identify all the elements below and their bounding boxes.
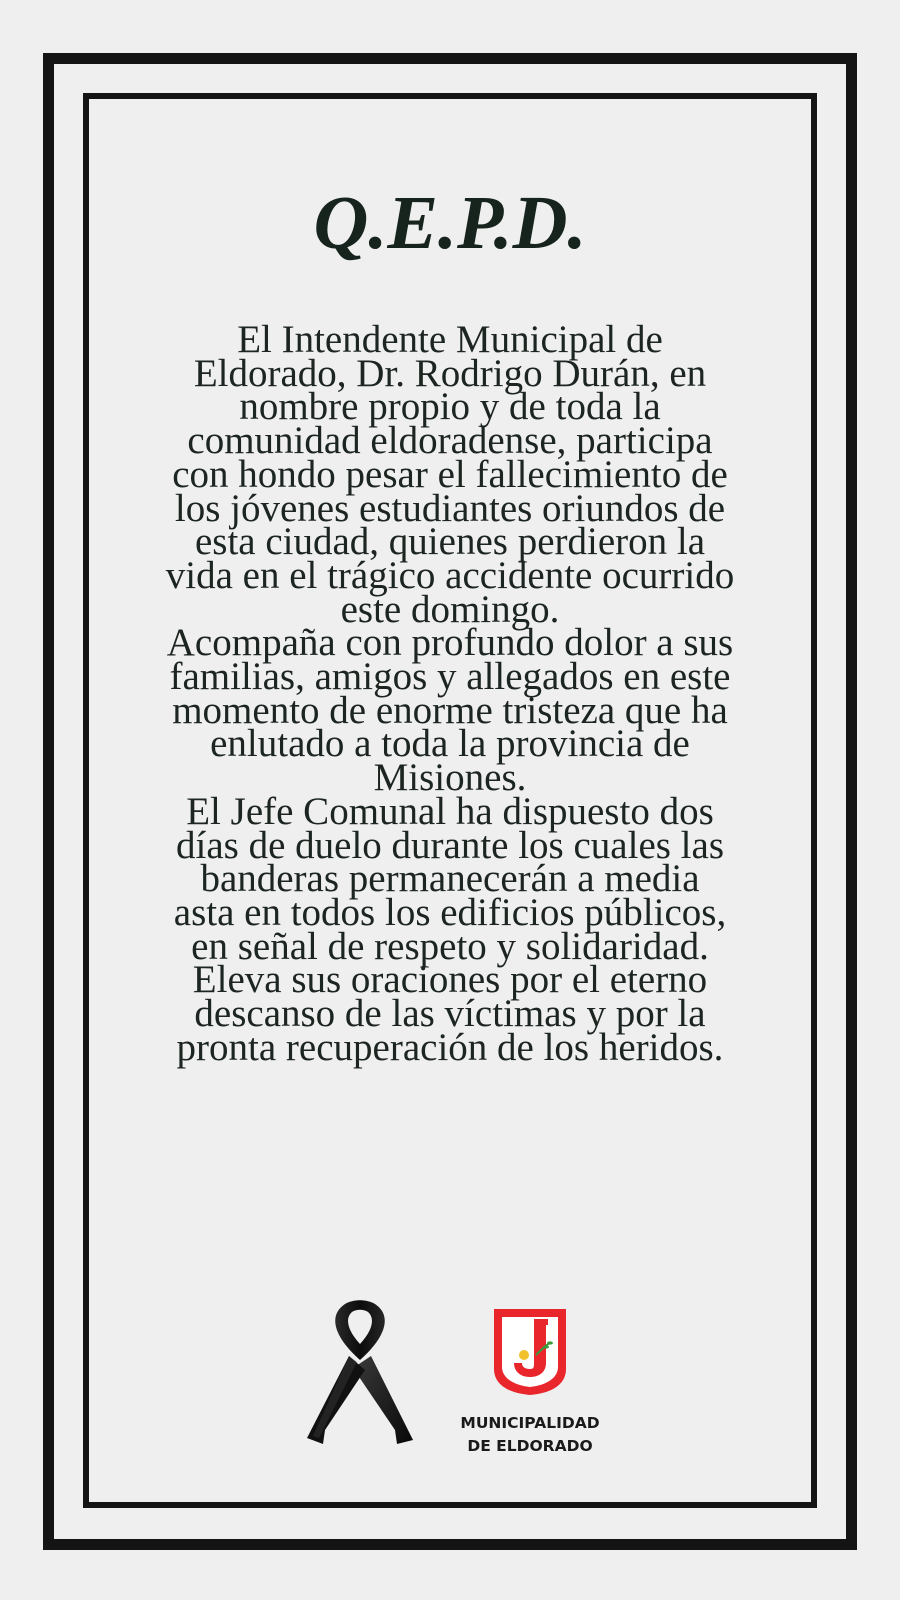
text-line: con hondo pesar el fallecimiento de — [172, 452, 728, 496]
text-line: banderas permanecerán a media — [200, 857, 700, 901]
text-line: Eleva sus oraciones por el eterno — [192, 958, 708, 1002]
text-line: asta en todos los edificios públicos, — [173, 890, 727, 934]
text-line: Misiones. — [373, 756, 527, 800]
municipality-name-line2: DE ELDORADO — [467, 1437, 593, 1455]
text-line: Eldorado, Dr. Rodrigo Durán, en — [193, 351, 707, 395]
text-line: esta ciudad, quienes perdieron la — [194, 520, 706, 564]
municipality-name — [430, 1412, 630, 1458]
text-line: momento de enorme tristeza que ha — [172, 688, 728, 732]
text-line: El Intendente Municipal de — [237, 318, 663, 361]
text-line: familias, amigos y allegados en este — [169, 655, 731, 699]
text-line: este domingo. — [340, 587, 560, 631]
condolence-text — [112, 318, 788, 1069]
text-line: los jóvenes estudiantes oriundos de — [174, 486, 726, 530]
text-line: enlutado a toda la provincia de — [210, 722, 690, 766]
municipality-name-line1: MUNICIPALIDAD — [460, 1414, 600, 1432]
notice-title: Q.E.P.D. — [313, 181, 587, 265]
text-line: vida en el trágico accidente ocurrido — [165, 553, 735, 597]
text-line: comunidad eldoradense, participa — [187, 419, 713, 463]
text-line: Acompaña con profundo dolor a sus — [166, 621, 734, 665]
text-line: nombre propio y de toda la — [239, 385, 661, 429]
text-line: en señal de respeto y solidaridad. — [191, 924, 709, 968]
mourning-ribbon-icon — [305, 1298, 415, 1458]
municipality-shield-logo — [490, 1305, 570, 1397]
text-line: descanso de las víctimas y por la — [194, 992, 706, 1036]
text-line: pronta recuperación de los heridos. — [176, 1025, 724, 1069]
text-line: El Jefe Comunal ha dispuesto dos — [186, 789, 714, 833]
text-line: días de duelo durante los cuales las — [176, 823, 724, 867]
